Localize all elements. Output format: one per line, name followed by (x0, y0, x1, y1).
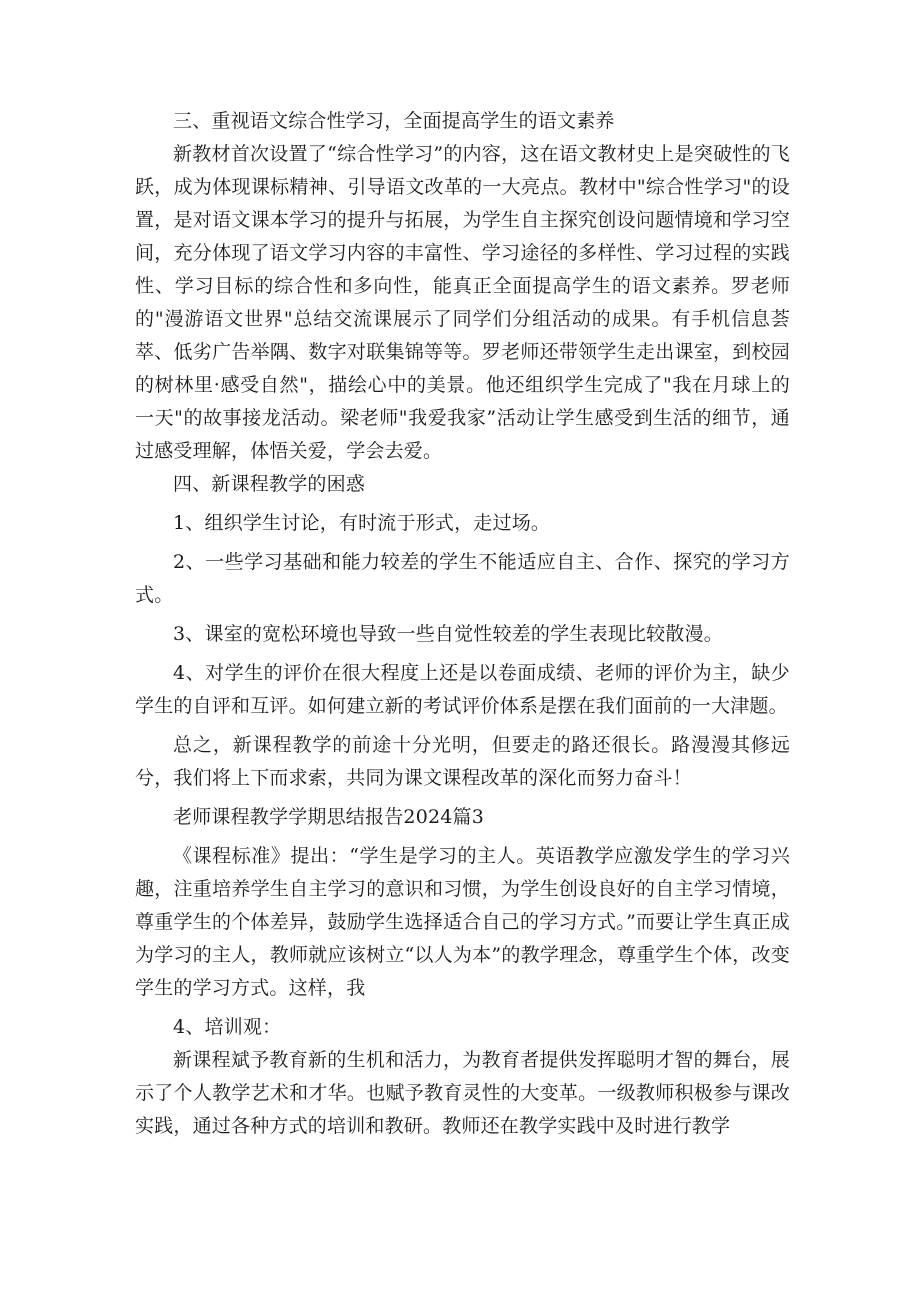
list-item-2: 2、一些学习基础和能力较差的学生不能适应自主、合作、探究的学习方式。 (135, 551, 790, 606)
paragraph-comprehensive-learning: 新教材首次设置了“综合性学习”的内容，这在语文教材史上是突破性的飞跃，成为体现课标精神、引导语文改革的一大亮点。教材中"综合性学习"的设置，是对语文课本学习的提升与拓展，为学生自主探究创设问题情境和学习空间，充分体现了语文学习内容的丰富性、学习途径的多样性、学习过程的实践性、学习目标的综合性和多向性，能真正全面提高学生的语文素养。罗老师的"漫游语文世界"总结交流课展示了同学们分组活动的成果。有手机信息荟萃、低劣广告举隅、数字对联集锦等等。罗老师还带领学生走出课室，到校园的树林里·感受自然"，描绘心中的美景。他还组织学生完成了"我在月球上的一天"的故事接龙活动。梁老师"我爱我家”活动让学生感受到生活的细节，通过感受理解，体悟关爱，学会去爱。 (135, 143, 790, 462)
document-page (135, 105, 790, 1143)
article-title-part-3: 老师课程教学学期思结报告2024篇3 (173, 806, 485, 828)
paragraph-new-curriculum: 新课程斌予教育新的生机和活力，为教育者提供发挥聪明才智的舞台，展示了个人教学艺术和才华。也赋予教育灵性的大变革。一级教师积极参与课改实践，通过各种方式的培训和教研。教师还在教学实践中及时进行教学 (135, 1049, 790, 1137)
list-item-3: 3、课室的宽松环境也导致一些自觉性较差的学生表现比较散漫。 (173, 623, 723, 645)
list-item-1: 1、组织学生讨论，有时流于形式，走过场。 (173, 512, 551, 534)
subheading-training: 4、培训观： (173, 1016, 282, 1038)
paragraph-conclusion: 总之，新课程教学的前途十分光明，但要走的路还很长。路漫漫其修远兮，我们将上下而求索，共同为课文课程改革的深化而努力奋斗！ (135, 734, 790, 789)
list-item-4: 4、对学生的评价在很大程度上还是以卷面成绩、老师的评价为主，缺少学生的自评和互评。如何建立新的考试评价体系是摆在我们面前的一大津题。 (135, 662, 790, 717)
paragraph-curriculum-standard: 《课程标准》提出：“学生是学习的主人。英语教学应激发学生的学习兴趣，注重培养学生自主学习的意识和习惯，为学生创设良好的自主学习情境，尊重学生的个体差异，鼓励学生选择适合自己的学习方式。”而要让学生真正成为学习的主人，教师就应该树立“以人为本”的教学理念，尊重学生个体，改变学生的学习方式。这样，我 (135, 845, 790, 999)
section-heading-3: 三、重视语文综合性学习，全面提高学生的语文素养 (173, 110, 615, 132)
section-heading-4: 四、新课程教学的困惑 (173, 473, 366, 495)
